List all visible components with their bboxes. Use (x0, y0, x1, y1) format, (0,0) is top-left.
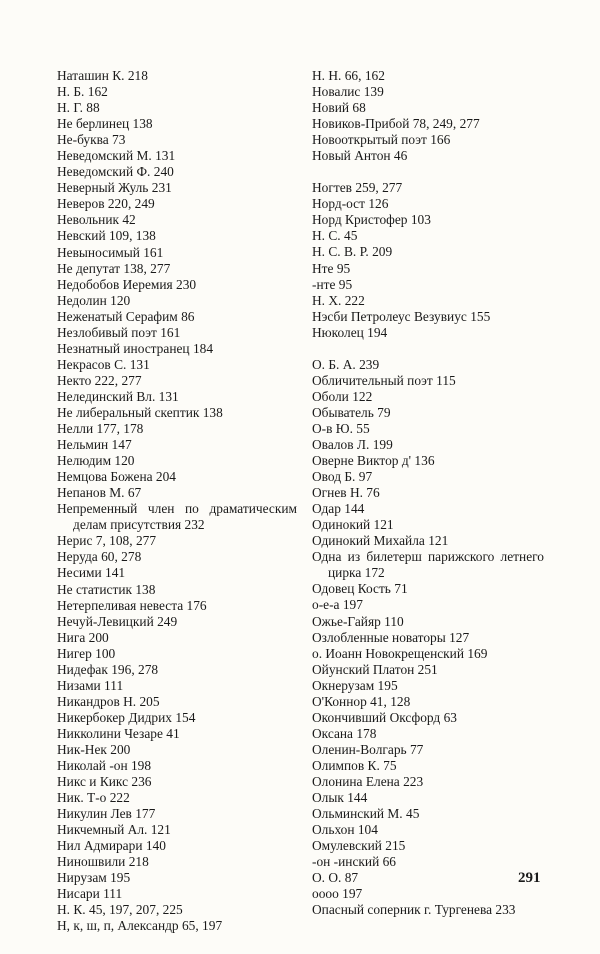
index-entry: Новооткрытый поэт 166 (312, 132, 451, 148)
index-entry: Нисари 111 (57, 886, 123, 902)
index-entry: Н. Х. 222 (312, 292, 365, 308)
index-entry: Неверов 220, 249 (57, 196, 155, 212)
index-entry: Норд Кристофер 103 (312, 212, 431, 228)
index-entry: Никколини Чезаре 41 (57, 725, 180, 741)
index-entry: Новый Антон 46 (312, 148, 408, 164)
index-entry: Не берлинец 138 (57, 116, 153, 132)
index-entry: Огнев Н. 76 (312, 485, 380, 501)
index-entry: Нетерпеливая невеста 176 (57, 597, 207, 613)
index-entry: Одинокий 121 (312, 517, 394, 533)
index-entry: Одна из билетерш парижского летнего цирка 172 (312, 549, 544, 581)
index-entry: Олимпов К. 75 (312, 757, 397, 773)
index-gap (312, 341, 544, 357)
index-entry: Олонина Елена 223 (312, 773, 424, 789)
index-entry: Оксана 178 (312, 725, 377, 741)
index-entry: О. Б. А. 239 (312, 356, 380, 372)
index-entry: О. О. 87 (312, 870, 359, 886)
index-entry: Нил Адмирари 140 (57, 838, 166, 854)
index-entry: Нелединский Вл. 131 (57, 388, 179, 404)
index-entry: Одар 144 (312, 501, 365, 517)
index-entry: Н. Г. 88 (57, 100, 100, 116)
index-entry: Нигер 100 (57, 645, 116, 661)
index-entry: Окнерузам 195 (312, 677, 398, 693)
index-column-right (312, 68, 544, 918)
index-entry: Никчемный Ал. 121 (57, 822, 171, 838)
index-entry: Нелли 177, 178 (57, 421, 144, 437)
index-entry: Неведомский М. 131 (57, 148, 176, 164)
index-entry: Ниношвили 218 (57, 854, 149, 870)
index-entry: Нидефак 196, 278 (57, 661, 159, 677)
index-entry: Ногтев 259, 277 (312, 180, 403, 196)
index-entry: О'Коннор 41, 128 (312, 693, 411, 709)
index-gap (312, 164, 544, 180)
index-entry: о. Иоанн Новокрещенский 169 (312, 645, 488, 661)
index-entry: Нирузам 195 (57, 870, 131, 886)
index-entry: Овалов Л. 199 (312, 436, 393, 452)
index-entry: Непанов М. 67 (57, 485, 142, 501)
index-entry: -нте 95 (312, 276, 353, 292)
index-entry: Неженатый Серафим 86 (57, 308, 195, 324)
index-entry: Неверный Жуль 231 (57, 180, 172, 196)
index-entry: Немцова Божена 204 (57, 469, 176, 485)
index-entry: Некрасов С. 131 (57, 356, 150, 372)
index-entry: Овод Б. 97 (312, 469, 373, 485)
index-entry: Недолин 120 (57, 292, 131, 308)
index-entry: Ожье-Гайяр 110 (312, 613, 404, 629)
index-entry: Невольник 42 (57, 212, 136, 228)
index-entry: Нелюдим 120 (57, 453, 135, 469)
index-entry: Не-буква 73 (57, 132, 126, 148)
index-entry: Не статистик 138 (57, 581, 156, 597)
index-entry: Недобобов Иеремия 230 (57, 276, 197, 292)
index-entry: Озлобленные новаторы 127 (312, 629, 470, 645)
index-entry: -он -инский 66 (312, 854, 396, 870)
index-entry: Омулевский 215 (312, 838, 406, 854)
index-entry: Никандров Н. 205 (57, 693, 160, 709)
index-entry: Ник-Нек 200 (57, 741, 131, 757)
index-entry: Оленин-Волгарь 77 (312, 741, 424, 757)
index-entry: Нте 95 (312, 260, 351, 276)
index-entry: о-е-а 197 (312, 597, 363, 613)
index-entry: оооо 197 (312, 886, 363, 902)
page-number: 291 (518, 870, 541, 886)
index-entry: Нига 200 (57, 629, 109, 645)
index-entry: Оболи 122 (312, 388, 373, 404)
index-entry: Обыватель 79 (312, 404, 391, 420)
index-entry: Ник. Т-о 222 (57, 790, 130, 806)
index-entry: Неруда 60, 278 (57, 549, 142, 565)
index-entry: Оверне Виктор д' 136 (312, 453, 435, 469)
index-entry: Ольхон 104 (312, 822, 378, 838)
index-entry: Н. Н. 66, 162 (312, 68, 385, 83)
index-entry: Новиков-Прибой 78, 249, 277 (312, 116, 480, 132)
index-entry: Нерис 7, 108, 277 (57, 533, 157, 549)
index-entry: Никулин Лев 177 (57, 806, 156, 822)
index-entry: Николай -он 198 (57, 758, 152, 774)
index-entry: Новалис 139 (312, 84, 384, 100)
index-entry: Неведомский Ф. 240 (57, 164, 174, 180)
index-entry: Никербокер Дидрих 154 (57, 709, 196, 725)
index-entry: Норд-ост 126 (312, 196, 389, 212)
index-entry: Не депутат 138, 277 (57, 260, 171, 276)
index-entry: Олык 144 (312, 790, 368, 806)
index-entry: Окончивший Оксфорд 63 (312, 709, 457, 725)
index-entry: Низами 111 (57, 677, 124, 693)
index-entry: Непременный член по драматическим делам присутствия 232 (57, 501, 297, 533)
index-entry: Нечуй-Левицкий 249 (57, 613, 178, 629)
index-entry: Н. Б. 162 (57, 84, 108, 100)
index-entry: Незлобивый поэт 161 (57, 324, 181, 340)
index-entry: Ольминский М. 45 (312, 806, 420, 822)
index-entry: Нэсби Петролеус Везувиус 155 (312, 308, 491, 324)
index-entry: Незнатный иностранец 184 (57, 340, 214, 356)
index-entry: Никс и Кикс 236 (57, 774, 152, 790)
index-entry: Невский 109, 138 (57, 228, 156, 244)
index-entry: Обличительный поэт 115 (312, 372, 456, 388)
index-entry: Наташин К. 218 (57, 68, 148, 83)
index-entry: Н. К. 45, 197, 207, 225 (57, 902, 183, 918)
index-entry: Опасный соперник г. Тургенева 233 (312, 902, 516, 918)
index-entry: Несими 141 (57, 565, 126, 581)
index-entry: Н. С. 45 (312, 228, 358, 244)
index-entry: Невыносимый 161 (57, 244, 164, 260)
index-entry: Нельмин 147 (57, 437, 132, 453)
index-entry: Нюколец 194 (312, 324, 388, 340)
index-entry: Не либеральный скептик 138 (57, 404, 223, 420)
index-entry: Некто 222, 277 (57, 372, 142, 388)
index-entry: Н, к, ш, п, Александр 65, 197 (57, 918, 223, 934)
index-entry: Одинокий Михайла 121 (312, 533, 449, 549)
index-entry: Н. С. В. Р. 209 (312, 244, 393, 260)
index-entry: О-в Ю. 55 (312, 420, 370, 436)
index-column-left (57, 68, 297, 935)
index-entry: Новий 68 (312, 100, 366, 116)
index-entry: Одовец Кость 71 (312, 581, 408, 597)
index-entry: Ойунский Платон 251 (312, 661, 438, 677)
